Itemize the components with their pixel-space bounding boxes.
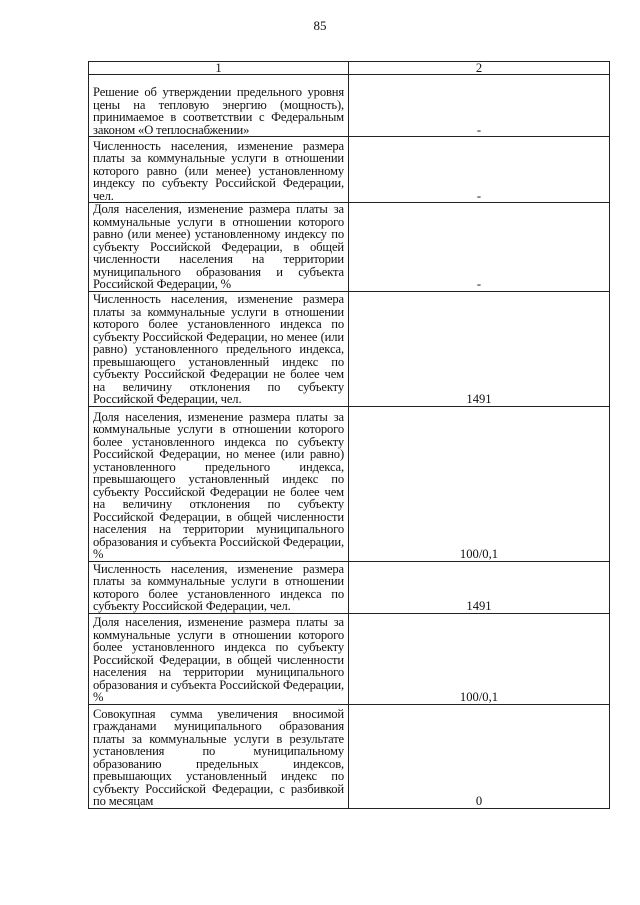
table-row: [89, 613, 610, 704]
row-value: 1491: [349, 561, 610, 613]
table-row: [89, 406, 610, 561]
table-row: [89, 561, 610, 613]
data-table: [88, 61, 610, 809]
row-label: Численность населения, изменение размера платы за коммунальные услуги в отношении которого более установленного индекса по субъекту Российской Федерации, но менее (или равно) установленного предельного индекса, превышающего установленный индекс по субъекту Российской Федерации не более чем на величину отклонения по субъекту Российской Федерации, чел.: [89, 291, 349, 406]
table-row: [89, 75, 610, 137]
row-label: Доля населения, изменение размера платы за коммунальные услуги в отношении которого равно (или менее) установленному индексу по субъекту Российской Федерации, в общей численности населения на территории муниципального образования и субъекта Российской Федерации, %: [89, 203, 349, 292]
row-value: -: [349, 203, 610, 292]
table-row: [89, 704, 610, 808]
row-label: Доля населения, изменение размера платы за коммунальные услуги в отношении которого более установленного индекса по субъекту Российской Федерации, в общей численности населения на территории муниципального образования и субъекта Российской Федерации, %: [89, 613, 349, 704]
table-row: [89, 291, 610, 406]
row-value: 100/0,1: [349, 613, 610, 704]
table-header-row: [89, 62, 610, 75]
table-row: [89, 203, 610, 292]
table-row: [89, 137, 610, 203]
row-value: -: [349, 137, 610, 203]
row-label: Решение об утверждении предельного уровня цены на тепловую энергию (мощность), принимаемое в соответствии с Федеральным законом «О теплоснабжении»: [89, 75, 349, 137]
row-label: Доля населения, изменение размера платы за коммунальные услуги в отношении которого более установленного индекса по субъекту Российской Федерации, но менее (или равно) установленного предельного индекса, превышающего установленный индекс по субъекту Российской Федерации не более чем на величину отклонения по субъекту Российской Федерации, в общей численности населения на территории муниципального образования и субъекта Российской Федерации, %: [89, 406, 349, 561]
row-value: 100/0,1: [349, 406, 610, 561]
row-value: -: [349, 75, 610, 137]
column-header-2: 2: [349, 62, 610, 75]
row-label: Совокупная сумма увеличения вносимой гражданами муниципального образования платы за коммунальные услуги в результате установления по муниципальному образованию предельных индексов, превышающих установленный индекс по субъекту Российской Федерации, с разбивкой по месяцам: [89, 704, 349, 808]
page-number: 85: [313, 18, 327, 33]
row-label: Численность населения, изменение размера платы за коммунальные услуги в отношении которого более установленного индекса по субъекту Российской Федерации, чел.: [89, 561, 349, 613]
column-header-1: 1: [89, 62, 349, 75]
row-value: 1491: [349, 291, 610, 406]
row-value: 0: [349, 704, 610, 808]
row-label: Численность населения, изменение размера платы за коммунальные услуги в отношении которого равно (или менее) установленному индексу по субъекту Российской Федерации, чел.: [89, 137, 349, 203]
